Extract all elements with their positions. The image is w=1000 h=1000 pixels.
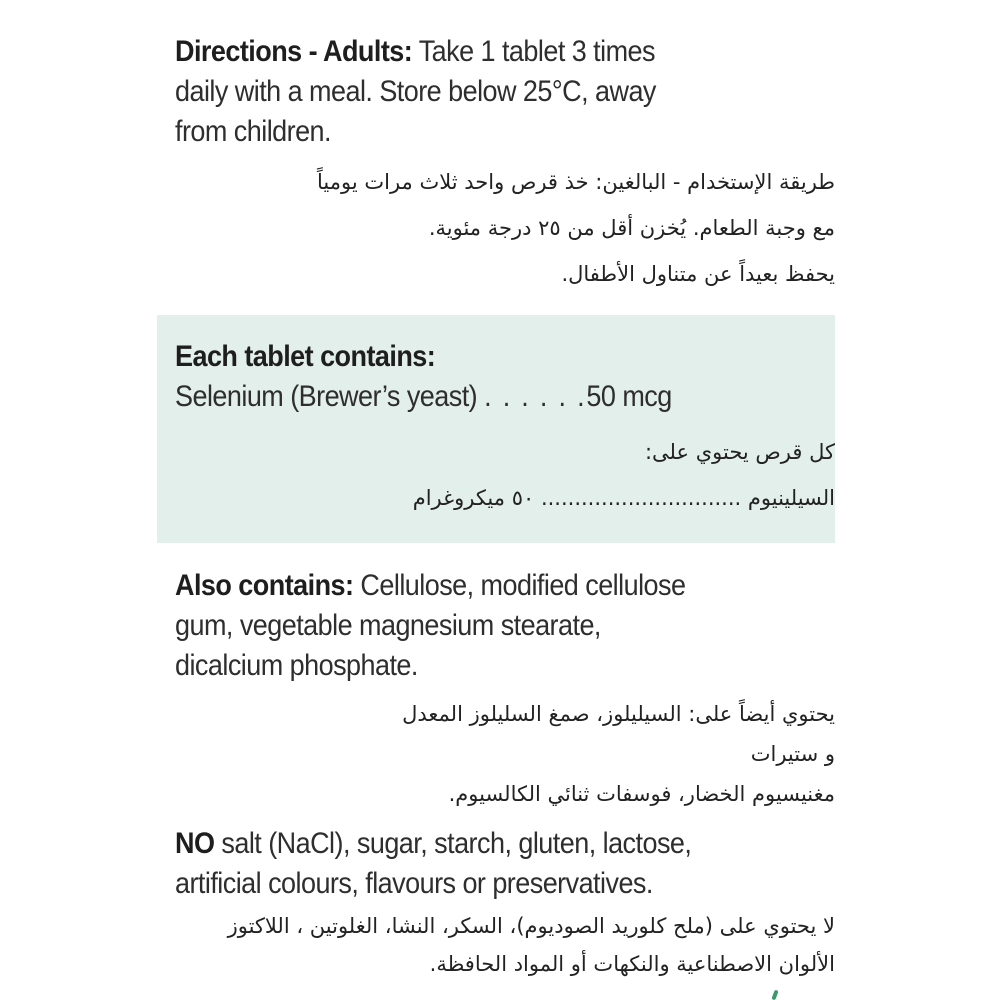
free-from-line-1: NO salt (NaCl), sugar, starch, gluten, lactose, bbox=[175, 827, 692, 860]
directions-line-3: from children. bbox=[175, 115, 332, 148]
directions-label: Directions - Adults: bbox=[175, 35, 413, 68]
also-contains-line-3: dicalcium phosphate. bbox=[175, 649, 418, 682]
directions-arabic-3: يحفظ بعيداً عن متناول الأطفال. bbox=[561, 262, 835, 286]
also-contains-arabic-2: و ستيرات bbox=[750, 742, 835, 766]
free-from-label: NO bbox=[175, 827, 215, 860]
composition-heading: Each tablet contains: bbox=[175, 340, 436, 373]
free-from-arabic-2: الألوان الاصطناعية والنكهات أو المواد الحافظة. bbox=[429, 952, 835, 976]
ingredient-row bbox=[175, 377, 672, 417]
also-contains-arabic-1: يحتوي أيضاً على: السيليلوز، صمغ السليلوز المعدل bbox=[402, 702, 835, 726]
composition-arabic-heading: كل قرص يحتوي على: bbox=[644, 440, 835, 464]
leaf-mark-icon bbox=[771, 990, 778, 1000]
directions-arabic-1: طريقة الإستخدام - البالغين: خذ قرص واحد ثلاث مرات يومياً bbox=[317, 170, 835, 194]
leader-dots: . . . . . . bbox=[484, 380, 587, 413]
free-from-line-2: artificial colours, flavours or preservatives. bbox=[175, 867, 653, 900]
ingredient-name: Selenium (Brewer’s yeast) bbox=[175, 380, 478, 413]
free-from-arabic-1: لا يحتوي على (ملح كلوريد الصوديوم)، السكر، النشا، الغلوتين ، اللاكتوز bbox=[227, 914, 835, 938]
also-contains-section bbox=[175, 566, 685, 686]
also-contains-line-1: Also contains: Cellulose, modified cellulose bbox=[175, 569, 686, 602]
also-contains-label: Also contains: bbox=[175, 569, 354, 602]
ingredient-amount: 50 mcg bbox=[586, 380, 672, 413]
free-from-section bbox=[175, 824, 691, 904]
also-contains-line-2: gum, vegetable magnesium stearate, bbox=[175, 609, 601, 642]
also-contains-arabic-3: مغنيسيوم الخضار، فوسفات ثنائي الكالسيوم. bbox=[448, 782, 835, 806]
directions-arabic-2: مع وجبة الطعام. يُخزن أقل من ٢٥ درجة مئوية. bbox=[428, 216, 835, 240]
composition-arabic-line: السيلينيوم .............................. ٥٠ ميكروغرام bbox=[412, 486, 835, 510]
directions-line-2: daily with a meal. Store below 25°C, away bbox=[175, 75, 656, 108]
composition-section bbox=[175, 337, 672, 417]
directions-line-1: Directions - Adults: Take 1 tablet 3 times bbox=[175, 35, 655, 68]
directions-section bbox=[175, 32, 656, 152]
